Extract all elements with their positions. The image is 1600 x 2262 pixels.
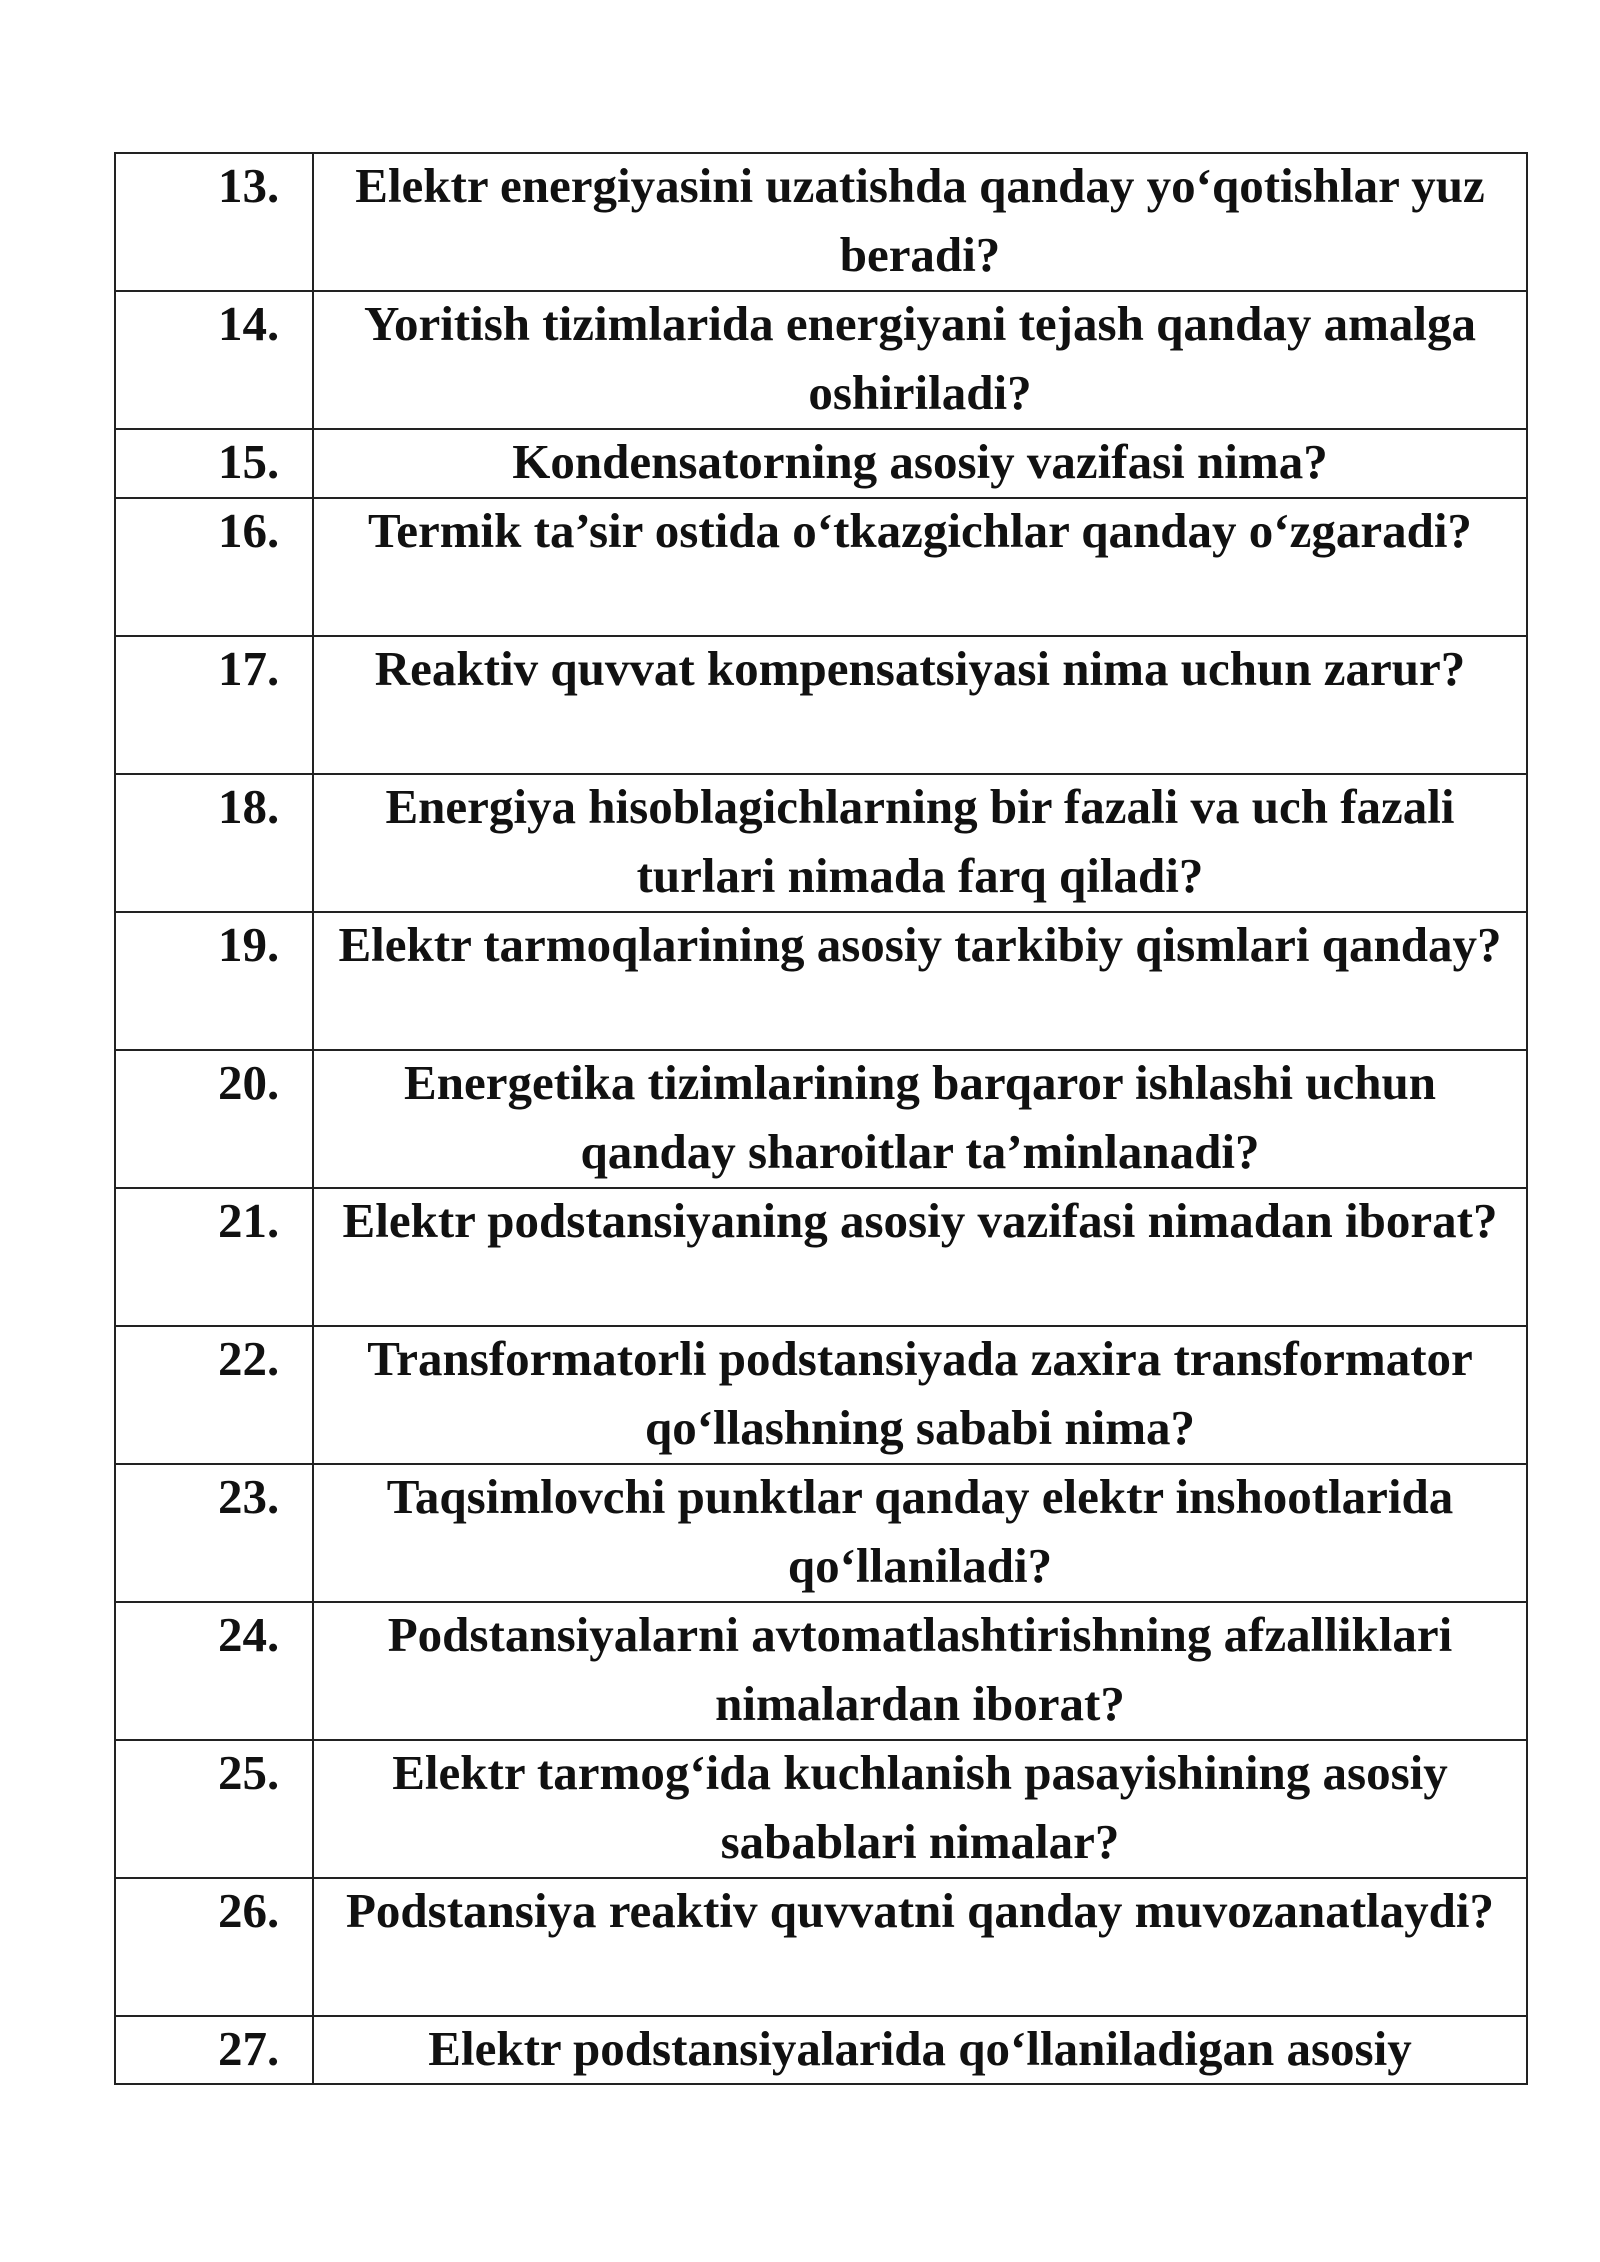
question-number: 13. bbox=[218, 158, 280, 213]
table-row bbox=[115, 1188, 1527, 1326]
question-number-cell bbox=[115, 429, 313, 498]
question-text: Podstansiyalarni avtomatlashtirishning afzalliklari nimalardan iborat? bbox=[387, 1607, 1453, 1731]
question-text: Termik ta’sir ostida o‘tkazgichlar qanday o‘zgaradi? bbox=[368, 503, 1472, 558]
question-text: Elektr tarmoqlarining asosiy tarkibiy qismlari qanday? bbox=[338, 917, 1502, 972]
question-text: Podstansiya reaktiv quvvatni qanday muvozanatlaydi? bbox=[345, 1883, 1495, 1938]
question-text-cell bbox=[313, 1878, 1527, 2016]
question-number-cell bbox=[115, 1188, 313, 1326]
question-number: 24. bbox=[218, 1607, 280, 1662]
question-text: Yoritish tizimlarida energiyani tejash qanday amalga oshiriladi? bbox=[363, 296, 1477, 420]
question-number-cell bbox=[115, 1602, 313, 1740]
table-row bbox=[115, 1602, 1527, 1740]
question-number-cell bbox=[115, 774, 313, 912]
table-row bbox=[115, 636, 1527, 774]
question-text-cell bbox=[313, 291, 1527, 429]
table-row bbox=[115, 1050, 1527, 1188]
question-number: 22. bbox=[218, 1331, 280, 1386]
question-text-cell bbox=[313, 1326, 1527, 1464]
question-number-cell bbox=[115, 1878, 313, 2016]
question-text: Elektr tarmog‘ida kuchlanish pasayishining asosiy sabablari nimalar? bbox=[392, 1745, 1448, 1869]
question-number-cell bbox=[115, 1464, 313, 1602]
question-text-cell bbox=[313, 774, 1527, 912]
question-text-cell bbox=[313, 1464, 1527, 1602]
question-number: 14. bbox=[218, 296, 280, 351]
question-text-cell bbox=[313, 429, 1527, 498]
question-number-cell bbox=[115, 912, 313, 1050]
question-text: Reaktiv quvvat kompensatsiyasi nima uchun zarur? bbox=[374, 641, 1466, 696]
question-number: 23. bbox=[218, 1469, 280, 1524]
question-number: 18. bbox=[218, 779, 280, 834]
question-text: Energiya hisoblagichlarning bir fazali va uch fazali turlari nimada farq qiladi? bbox=[385, 779, 1455, 903]
table-row bbox=[115, 1740, 1527, 1878]
question-number-cell bbox=[115, 498, 313, 636]
table-row bbox=[115, 1878, 1527, 2016]
questions-table bbox=[114, 152, 1528, 2085]
table-row bbox=[115, 291, 1527, 429]
question-number: 15. bbox=[218, 434, 280, 489]
table-row bbox=[115, 912, 1527, 1050]
question-text: Energetika tizimlarining barqaror ishlashi uchun qanday sharoitlar ta’minlanadi? bbox=[404, 1055, 1436, 1179]
question-number: 19. bbox=[218, 917, 280, 972]
question-number-cell bbox=[115, 1740, 313, 1878]
question-number: 17. bbox=[218, 641, 280, 696]
question-number-cell bbox=[115, 636, 313, 774]
question-text-cell bbox=[313, 1740, 1527, 1878]
question-text-cell bbox=[313, 636, 1527, 774]
question-text-cell bbox=[313, 153, 1527, 291]
question-text: Elektr podstansiyalarida qo‘llaniladigan asosiy bbox=[428, 2021, 1412, 2076]
question-number: 21. bbox=[218, 1193, 280, 1248]
question-text: Elektr podstansiyaning asosiy vazifasi nimadan iborat? bbox=[342, 1193, 1498, 1248]
question-number: 26. bbox=[218, 1883, 280, 1938]
question-number-cell bbox=[115, 291, 313, 429]
table-row bbox=[115, 2016, 1527, 2084]
question-number-cell bbox=[115, 1050, 313, 1188]
question-number-cell bbox=[115, 153, 313, 291]
question-text: Transformatorli podstansiyada zaxira transformator qo‘llashning sababi nima? bbox=[367, 1331, 1473, 1455]
question-number: 16. bbox=[218, 503, 280, 558]
table-row bbox=[115, 774, 1527, 912]
question-number-cell bbox=[115, 2016, 313, 2084]
question-text-cell bbox=[313, 498, 1527, 636]
table-row bbox=[115, 1326, 1527, 1464]
question-number: 25. bbox=[218, 1745, 280, 1800]
question-text-cell bbox=[313, 1050, 1527, 1188]
table-row bbox=[115, 498, 1527, 636]
table-row bbox=[115, 1464, 1527, 1602]
question-text: Kondensatorning asosiy vazifasi nima? bbox=[512, 434, 1328, 489]
question-text-cell bbox=[313, 1188, 1527, 1326]
question-text-cell bbox=[313, 1602, 1527, 1740]
question-text-cell bbox=[313, 2016, 1527, 2084]
question-text-cell bbox=[313, 912, 1527, 1050]
table-row bbox=[115, 153, 1527, 291]
question-number: 27. bbox=[218, 2021, 280, 2076]
table-row bbox=[115, 429, 1527, 498]
question-number-cell bbox=[115, 1326, 313, 1464]
question-number: 20. bbox=[218, 1055, 280, 1110]
question-text: Elektr energiyasini uzatishda qanday yo‘qotishlar yuz beradi? bbox=[355, 158, 1485, 282]
question-text: Taqsimlovchi punktlar qanday elektr inshootlarida qo‘llaniladi? bbox=[386, 1469, 1454, 1593]
